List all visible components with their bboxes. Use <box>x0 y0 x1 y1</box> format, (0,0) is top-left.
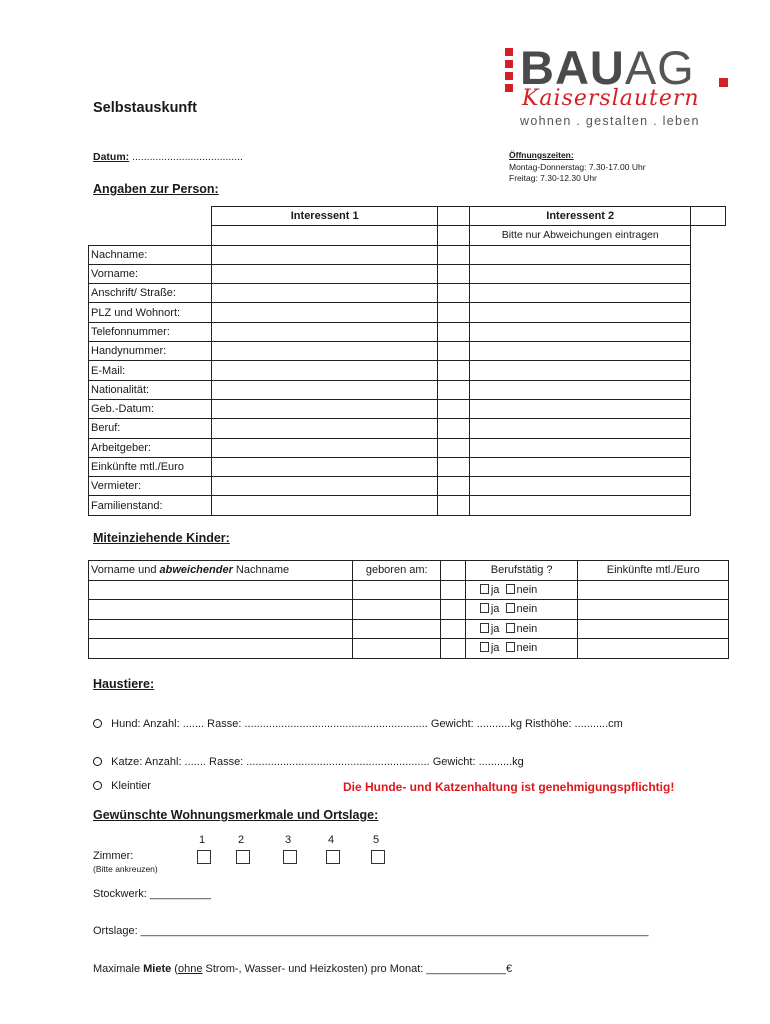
room-checkbox-5[interactable] <box>371 850 385 864</box>
spacer-cell <box>438 438 470 457</box>
blank-cell <box>691 477 726 496</box>
kid-job-cell <box>465 600 578 620</box>
kid-born-input[interactable] <box>353 639 441 659</box>
room-number-label: 2 <box>238 834 245 846</box>
person-row <box>89 361 726 380</box>
interessent2-input[interactable] <box>470 457 691 476</box>
kid-job-cell <box>465 619 578 639</box>
pet-warning: Die Hunde- und Katzenhaltung ist genehmigungspflichtig! <box>343 780 675 794</box>
ja-checkbox[interactable] <box>480 623 489 633</box>
blank-cell <box>691 226 726 245</box>
person-row <box>89 457 726 476</box>
col-interessent1: Interessent 1 <box>211 207 438 226</box>
kid-income-input[interactable] <box>578 580 729 600</box>
nein-label: nein <box>516 583 538 596</box>
room-number-label: 3 <box>285 834 292 846</box>
person-row-label: PLZ und Wohnort: <box>89 303 212 322</box>
ja-checkbox[interactable] <box>480 642 489 652</box>
kids-header-row <box>89 561 729 581</box>
spacer-cell <box>691 207 726 226</box>
kid-name-input[interactable] <box>89 600 353 620</box>
person-subheader-row <box>89 226 726 245</box>
logo-city: Kaiserslautern <box>522 86 700 111</box>
nein-checkbox[interactable] <box>506 642 515 652</box>
cat-radio[interactable] <box>93 757 102 766</box>
room-number-label: 4 <box>328 834 335 846</box>
person-row <box>89 303 726 322</box>
spacer-cell <box>438 399 470 418</box>
features-heading: Gewünschte Wohnungsmerkmale und Ortslage: <box>93 808 379 822</box>
blank-cell <box>691 264 726 283</box>
room-checkbox-2[interactable] <box>236 850 250 864</box>
person-row-label: Beruf: <box>89 419 212 438</box>
nein-label: nein <box>516 622 538 635</box>
blank-cell <box>691 245 726 264</box>
logo-ag: AG <box>624 41 695 94</box>
person-row-label: Handynummer: <box>89 342 212 361</box>
kid-row <box>89 600 729 620</box>
interessent2-input[interactable] <box>470 399 691 418</box>
location-field[interactable]: Ortslage: ___________________________________________________________________________________ <box>93 925 649 937</box>
rent-d: ohne <box>177 963 203 975</box>
interessent1-input[interactable] <box>211 496 438 515</box>
interessent2-input[interactable] <box>470 380 691 399</box>
person-table <box>88 206 726 516</box>
blank-cell <box>211 226 438 245</box>
pets-heading: Haustiere: <box>93 677 155 691</box>
kid-income-input[interactable] <box>578 619 729 639</box>
rooms-hint: (Bitte ankreuzen) <box>93 864 158 874</box>
interessent1-input[interactable] <box>211 438 438 457</box>
spacer-cell <box>438 361 470 380</box>
interessent1-input[interactable] <box>211 457 438 476</box>
spacer-cell <box>441 639 466 659</box>
ja-checkbox[interactable] <box>480 603 489 613</box>
ja-checkbox[interactable] <box>480 584 489 594</box>
person-row <box>89 477 726 496</box>
spacer-cell <box>438 264 470 283</box>
blank-cell <box>89 226 212 245</box>
room-checkbox-4[interactable] <box>326 850 340 864</box>
person-heading: Angaben zur Person: <box>93 182 219 196</box>
person-row <box>89 342 726 361</box>
interessent2-input[interactable] <box>470 361 691 380</box>
rent-field[interactable] <box>93 963 512 975</box>
person-row <box>89 399 726 418</box>
spacer-cell <box>441 580 466 600</box>
opening-hours <box>509 150 646 185</box>
interessent2-input[interactable] <box>470 264 691 283</box>
datum-label: Datum: <box>93 151 130 163</box>
interessent1-input[interactable] <box>211 342 438 361</box>
kid-born-input[interactable] <box>353 600 441 620</box>
interessent1-input[interactable] <box>211 303 438 322</box>
room-checkbox-3[interactable] <box>283 850 297 864</box>
blank-cell <box>691 496 726 515</box>
logo-wordmark <box>520 41 695 94</box>
interessent1-input[interactable] <box>211 477 438 496</box>
kid-born-input[interactable] <box>353 580 441 600</box>
hours-line1: Montag-Donnerstag: 7.30-17.00 Uhr <box>509 161 646 172</box>
blank-cell <box>691 457 726 476</box>
cat-text: Katze: Anzahl: ....... Rasse: ............................................................ Gewicht: ...........kg <box>111 756 524 768</box>
room-number-label: 5 <box>373 834 380 846</box>
spacer-cell <box>438 477 470 496</box>
nein-label: nein <box>516 642 538 655</box>
interessent2-input[interactable] <box>470 496 691 515</box>
spacer-cell <box>438 457 470 476</box>
person-row-label: Nachname: <box>89 245 212 264</box>
spacer-cell <box>438 226 470 245</box>
interessent1-input[interactable] <box>211 361 438 380</box>
person-row <box>89 284 726 303</box>
spacer-cell <box>438 419 470 438</box>
spacer-cell <box>441 619 466 639</box>
col-kid-income: Einkünfte mtl./Euro <box>578 561 729 581</box>
logo-bau: BAU <box>520 41 625 94</box>
kid-income-input[interactable] <box>578 600 729 620</box>
interessent2-input[interactable] <box>470 438 691 457</box>
kid-row <box>89 639 729 659</box>
col-kid-name-b: abweichender <box>159 564 233 577</box>
ja-label: ja <box>490 622 500 635</box>
hours-title: Öffnungszeiten: <box>509 150 574 160</box>
spacer-cell <box>438 303 470 322</box>
rent-e: Strom-, Wasser- und Heizkosten) pro Monat: _____________€ <box>202 963 513 975</box>
nein-checkbox[interactable] <box>506 603 515 613</box>
blank-cell <box>691 419 726 438</box>
interessent1-input[interactable] <box>211 264 438 283</box>
person-row-label: Familienstand: <box>89 496 212 515</box>
hours-line2: Freitag: 7.30-12.30 Uhr <box>509 173 597 183</box>
person-row-label: Vorname: <box>89 264 212 283</box>
person-row-label: Telefonnummer: <box>89 322 212 341</box>
interessent1-input[interactable] <box>211 284 438 303</box>
kid-name-input[interactable] <box>89 619 353 639</box>
blank-cell <box>691 342 726 361</box>
person-row-label: Vermieter: <box>89 477 212 496</box>
blank-cell <box>691 303 726 322</box>
interessent1-input[interactable] <box>211 245 438 264</box>
col-kid-name <box>89 561 353 581</box>
kid-name-input[interactable] <box>89 639 353 659</box>
room-checkbox-1[interactable] <box>197 850 211 864</box>
datum-field[interactable] <box>93 151 243 163</box>
interessent2-input[interactable] <box>470 342 691 361</box>
dog-radio[interactable] <box>93 719 102 728</box>
person-row <box>89 380 726 399</box>
col-interessent2-note: Bitte nur Abweichungen eintragen <box>470 226 691 245</box>
blank-cell <box>691 380 726 399</box>
datum-dots: ...................................... <box>129 151 243 163</box>
kids-heading: Miteinziehende Kinder: <box>93 531 230 545</box>
pet-dog-row <box>93 718 623 730</box>
kid-name-input[interactable] <box>89 580 353 600</box>
kid-income-input[interactable] <box>578 639 729 659</box>
person-row <box>89 438 726 457</box>
col-kid-name-a: Vorname und <box>91 564 160 577</box>
col-kid-job: Berufstätig ? <box>465 561 578 581</box>
page-title: Selbstauskunft <box>93 100 197 116</box>
kid-job-cell <box>465 580 578 600</box>
nein-checkbox[interactable] <box>506 623 515 633</box>
spacer-cell <box>438 322 470 341</box>
logo-dot-icon <box>719 78 728 87</box>
person-row-label: Einkünfte mtl./Euro <box>89 457 212 476</box>
person-row-label: Arbeitgeber: <box>89 438 212 457</box>
spacer-cell <box>438 207 470 226</box>
person-row <box>89 264 726 283</box>
spacer-cell <box>438 380 470 399</box>
spacer-cell <box>438 284 470 303</box>
pet-small-row <box>93 780 151 792</box>
small-pet-text: Kleintier <box>111 780 151 792</box>
person-header-row <box>89 207 726 226</box>
interessent2-input[interactable] <box>470 419 691 438</box>
person-row <box>89 419 726 438</box>
ja-label: ja <box>490 583 500 596</box>
small-pet-radio[interactable] <box>93 781 102 790</box>
col-kid-name-c: Nachname <box>232 564 290 577</box>
interessent1-input[interactable] <box>211 380 438 399</box>
blank-cell <box>691 284 726 303</box>
col-interessent2: Interessent 2 <box>470 207 691 226</box>
interessent2-input[interactable] <box>470 477 691 496</box>
blank-cell <box>691 438 726 457</box>
interessent2-input[interactable] <box>470 322 691 341</box>
rent-c: ( <box>171 963 178 975</box>
logo-bars-icon <box>505 48 513 96</box>
interessent1-input[interactable] <box>211 419 438 438</box>
person-row <box>89 245 726 264</box>
interessent2-input[interactable] <box>470 284 691 303</box>
kid-job-cell <box>465 639 578 659</box>
rooms-label: Zimmer: <box>93 850 134 862</box>
spacer-cell <box>438 496 470 515</box>
spacer-cell <box>438 245 470 264</box>
spacer-cell <box>441 600 466 620</box>
rent-b: Miete <box>143 963 172 975</box>
blank-cell <box>691 399 726 418</box>
spacer-cell <box>441 561 466 581</box>
kid-row <box>89 580 729 600</box>
person-row-label: Nationalität: <box>89 380 212 399</box>
interessent2-input[interactable] <box>470 245 691 264</box>
interessent1-input[interactable] <box>211 399 438 418</box>
logo-tagline: wohnen . gestalten . leben <box>520 114 700 128</box>
person-row <box>89 322 726 341</box>
kid-row <box>89 619 729 639</box>
ja-label: ja <box>490 642 500 655</box>
person-row-label: Anschrift/ Straße: <box>89 284 212 303</box>
nein-label: nein <box>516 603 538 616</box>
interessent2-input[interactable] <box>470 303 691 322</box>
kids-table <box>88 560 729 659</box>
blank-cell <box>89 207 212 226</box>
nein-checkbox[interactable] <box>506 584 515 594</box>
floor-field[interactable]: Stockwerk: __________ <box>93 888 212 900</box>
person-row-label: Geb.-Datum: <box>89 399 212 418</box>
person-row <box>89 496 726 515</box>
rent-a: Maximale <box>93 963 144 975</box>
spacer-cell <box>438 342 470 361</box>
kid-born-input[interactable] <box>353 619 441 639</box>
blank-cell <box>691 322 726 341</box>
col-kid-born: geboren am: <box>353 561 441 581</box>
person-row-label: E-Mail: <box>89 361 212 380</box>
pet-cat-row <box>93 756 524 768</box>
room-number-label: 1 <box>199 834 206 846</box>
dog-text: Hund: Anzahl: ....... Rasse: ............................................................ Gewicht: ...........kg Risthöhe: ...........cm <box>111 718 623 730</box>
interessent1-input[interactable] <box>211 322 438 341</box>
blank-cell <box>691 361 726 380</box>
ja-label: ja <box>490 603 500 616</box>
